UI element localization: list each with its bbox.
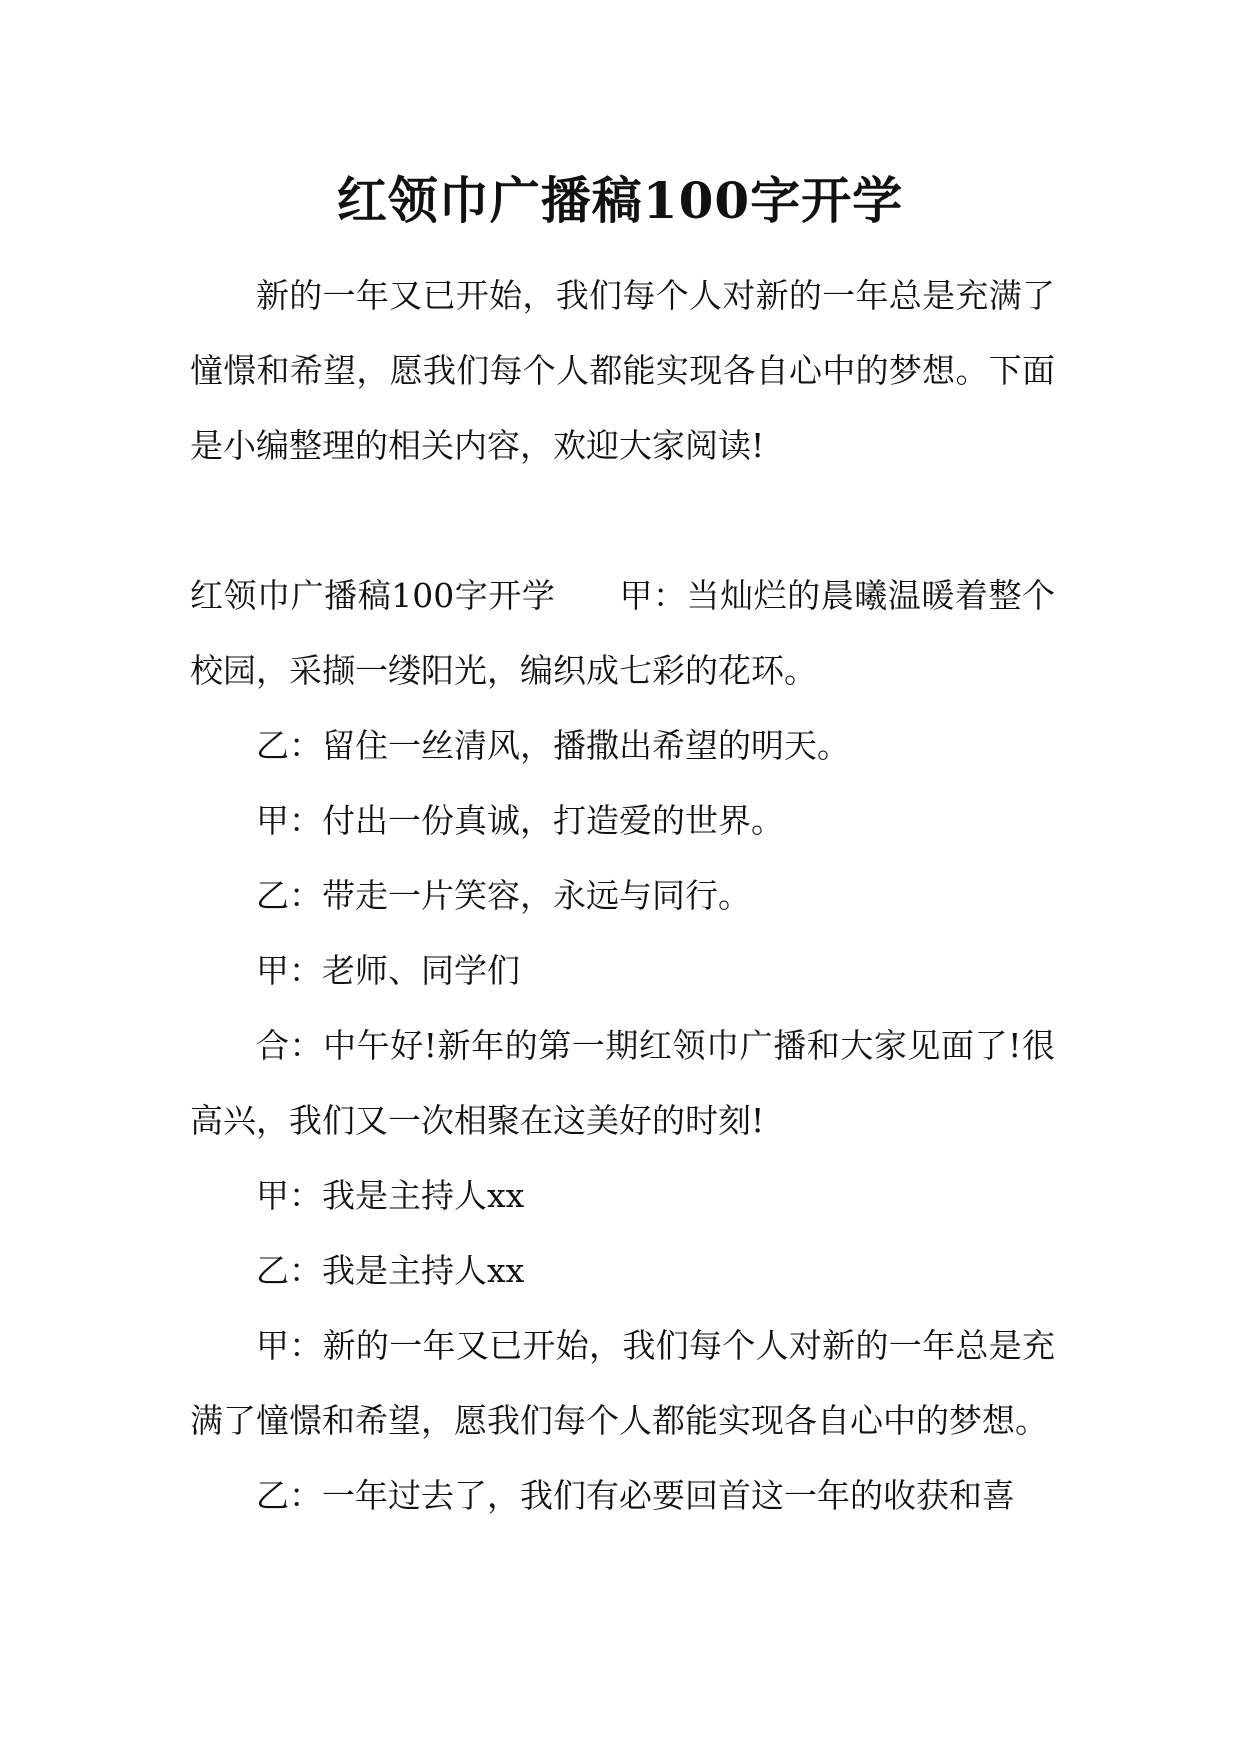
document-title: 红领巾广播稿100字开学 (336, 171, 904, 230)
document-body (190, 258, 1055, 1533)
intro-paragraph: 新的一年又已开始，我们每个人对新的一年总是充满了憧憬和希望，愿我们每个人都能实现各自心中的梦想。下面是小编整理的相关内容，欢迎大家阅读! (190, 276, 1055, 465)
section-paragraph (190, 558, 1055, 708)
dialogue-line-5: 合：中午好!新年的第一期红领巾广播和大家见面了!很高兴，我们又一次相聚在这美好的时刻! (190, 1026, 1055, 1140)
section-first-line: 甲：当灿烂的晨曦温暖着整个校园，采撷一缕阳光，编织成七彩的花环。 (190, 576, 1055, 690)
paragraph-spacer (190, 483, 1055, 558)
dialogue-line-1: 乙：留住一丝清风，播撒出希望的明天。 (256, 726, 850, 765)
dialogue-line-3: 乙：带走一片笑容，永远与同行。 (256, 876, 751, 915)
dialogue-line-2: 甲：付出一份真诚，打造爱的世界。 (256, 801, 784, 840)
dialogue-line-7: 乙：我是主持人xx (256, 1251, 525, 1290)
dialogue-line-8: 甲：新的一年又已开始，我们每个人对新的一年总是充满了憧憬和希望，愿我们每个人都能实现各自心中的梦想。 (190, 1326, 1055, 1440)
section-title: 红领巾广播稿100字开学 (190, 576, 556, 615)
dialogue-line-6: 甲：我是主持人xx (256, 1176, 525, 1215)
dialogue-line-4: 甲：老师、同学们 (256, 951, 520, 990)
dialogue-line-9: 乙：一年过去了，我们有必要回首这一年的收获和喜 (256, 1476, 1015, 1515)
